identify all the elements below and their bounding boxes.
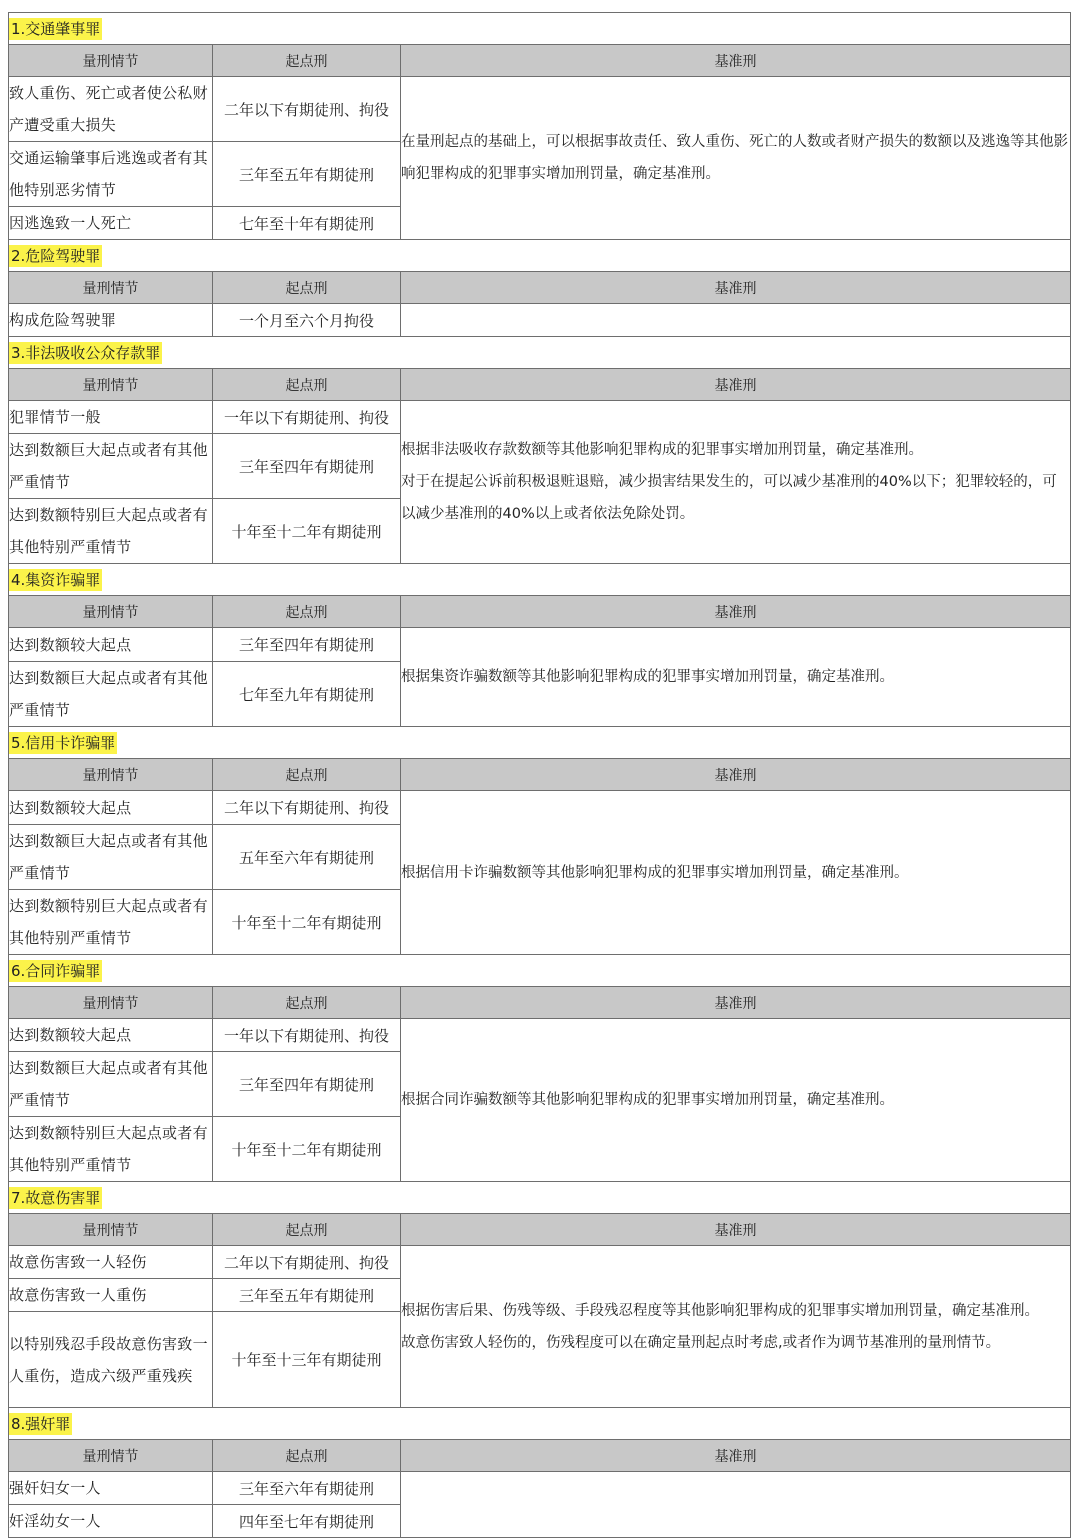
start-penalty-cell: 一个月至六个月拘役 <box>213 304 401 337</box>
circumstance-cell: 达到数额较大起点 <box>9 628 213 662</box>
start-penalty-cell: 三年至六年有期徒刑 <box>213 1472 401 1505</box>
header-base-penalty: 基准刑 <box>401 596 1071 628</box>
section-title: 5.信用卡诈骗罪 <box>11 734 116 752</box>
circumstance-cell: 致人重伤、死亡或者使公私财产遭受重大损失 <box>9 77 213 142</box>
header-start-penalty: 起点刑 <box>213 987 401 1019</box>
start-penalty-cell: 七年至十年有期徒刑 <box>213 207 401 240</box>
header-start-penalty: 起点刑 <box>213 596 401 628</box>
section-title-cell <box>9 1408 1071 1440</box>
header-row <box>9 759 1071 791</box>
header-row <box>9 596 1071 628</box>
header-circumstance: 量刑情节 <box>9 1214 213 1246</box>
section-title-row <box>9 1408 1071 1440</box>
header-circumstance: 量刑情节 <box>9 1440 213 1472</box>
base-penalty-cell <box>401 1246 1071 1408</box>
circumstance-cell: 交通运输肇事后逃逸或者有其他特别恶劣情节 <box>9 142 213 207</box>
circumstance-cell: 达到数额巨大起点或者有其他严重情节 <box>9 434 213 499</box>
sentencing-table-document <box>8 12 1070 1538</box>
header-circumstance: 量刑情节 <box>9 987 213 1019</box>
base-penalty-text: 根据集资诈骗数额等其他影响犯罪构成的犯罪事实增加刑罚量，确定基准刑。 <box>401 669 894 685</box>
circumstance-cell: 达到数额特别巨大起点或者有其他特别严重情节 <box>9 499 213 564</box>
start-penalty-cell: 七年至九年有期徒刑 <box>213 662 401 727</box>
section-title-cell <box>9 13 1071 45</box>
header-start-penalty: 起点刑 <box>213 272 401 304</box>
table-row <box>9 791 1071 825</box>
section-title: 4.集资诈骗罪 <box>11 571 101 589</box>
circumstance-cell: 故意伤害致一人重伤 <box>9 1279 213 1312</box>
table-row <box>9 304 1071 337</box>
section-title-row <box>9 13 1071 45</box>
section-title: 2.危险驾驶罪 <box>11 247 101 265</box>
header-row <box>9 272 1071 304</box>
section-title-row <box>9 955 1071 987</box>
header-base-penalty: 基准刑 <box>401 759 1071 791</box>
circumstance-cell: 构成危险驾驶罪 <box>9 304 213 337</box>
section-title: 1.交通肇事罪 <box>11 20 101 38</box>
section-title-row <box>9 1182 1071 1214</box>
circumstance-cell: 达到数额较大起点 <box>9 791 213 825</box>
sentencing-table <box>8 12 1071 1538</box>
start-penalty-cell: 一年以下有期徒刑、拘役 <box>213 401 401 434</box>
circumstance-cell: 强奸妇女一人 <box>9 1472 213 1505</box>
base-penalty-cell <box>401 628 1071 727</box>
start-penalty-cell: 三年至四年有期徒刑 <box>213 628 401 662</box>
start-penalty-cell: 二年以下有期徒刑、拘役 <box>213 791 401 825</box>
start-penalty-cell: 一年以下有期徒刑、拘役 <box>213 1019 401 1052</box>
base-penalty-text: 根据信用卡诈骗数额等其他影响犯罪构成的犯罪事实增加刑罚量，确定基准刑。 <box>401 864 909 881</box>
circumstance-cell: 以特别残忍手段故意伤害致一人重伤，造成六级严重残疾 <box>9 1312 213 1408</box>
circumstance-cell: 达到数额特别巨大起点或者有其他特别严重情节 <box>9 890 213 955</box>
circumstance-cell: 达到数额巨大起点或者有其他严重情节 <box>9 825 213 890</box>
start-penalty-cell: 三年至五年有期徒刑 <box>213 142 401 207</box>
header-row <box>9 1440 1071 1472</box>
base-penalty-cell <box>401 791 1071 955</box>
header-start-penalty: 起点刑 <box>213 369 401 401</box>
start-penalty-cell: 三年至五年有期徒刑 <box>213 1279 401 1312</box>
header-row <box>9 1214 1071 1246</box>
base-penalty-cell <box>401 1019 1071 1182</box>
base-penalty-cell <box>401 77 1071 240</box>
base-penalty-cell <box>401 401 1071 564</box>
section-title-cell <box>9 337 1071 369</box>
base-penalty-text: 根据伤害后果、伤残等级、手段残忍程度等其他影响犯罪构成的犯罪事实增加刑罚量，确定基准刑。 <box>401 1302 1039 1319</box>
section-title-row <box>9 240 1071 272</box>
start-penalty-cell: 二年以下有期徒刑、拘役 <box>213 77 401 142</box>
start-penalty-cell: 四年至七年有期徒刑 <box>213 1505 401 1538</box>
header-base-penalty: 基准刑 <box>401 369 1071 401</box>
start-penalty-cell: 十年至十二年有期徒刑 <box>213 499 401 564</box>
section-title-cell <box>9 240 1071 272</box>
circumstance-cell: 达到数额较大起点 <box>9 1019 213 1052</box>
section-title-row <box>9 337 1071 369</box>
header-start-penalty: 起点刑 <box>213 759 401 791</box>
header-row <box>9 45 1071 77</box>
start-penalty-cell: 五年至六年有期徒刑 <box>213 825 401 890</box>
start-penalty-cell: 三年至四年有期徒刑 <box>213 1052 401 1117</box>
header-base-penalty: 基准刑 <box>401 1440 1071 1472</box>
header-start-penalty: 起点刑 <box>213 1214 401 1246</box>
table-row <box>9 1019 1071 1052</box>
header-start-penalty: 起点刑 <box>213 45 401 77</box>
header-row <box>9 987 1071 1019</box>
table-row <box>9 401 1071 434</box>
table-row <box>9 1472 1071 1505</box>
start-penalty-cell: 三年至四年有期徒刑 <box>213 434 401 499</box>
header-circumstance: 量刑情节 <box>9 369 213 401</box>
table-row <box>9 77 1071 142</box>
section-title-cell <box>9 955 1071 987</box>
section-title: 6.合同诈骗罪 <box>11 962 101 980</box>
header-base-penalty: 基准刑 <box>401 987 1071 1019</box>
base-penalty-text: 在量刑起点的基础上，可以根据事故责任、致人重伤、死亡的人数或者财产损失的数额以及逃逸等其他影响犯罪构成的犯罪事实增加刑罚量，确定基准刑。 <box>401 134 1068 182</box>
table-row <box>9 628 1071 662</box>
table-row <box>9 1246 1071 1279</box>
base-penalty-text: 根据合同诈骗数额等其他影响犯罪构成的犯罪事实增加刑罚量，确定基准刑。 <box>401 1092 894 1108</box>
section-title-row <box>9 727 1071 759</box>
header-row <box>9 369 1071 401</box>
base-penalty-text: 根据非法吸收存款数额等其他影响犯罪构成的犯罪事实增加刑罚量，确定基准刑。 <box>401 442 923 458</box>
section-title-cell <box>9 1182 1071 1214</box>
base-penalty-cell <box>401 1472 1071 1538</box>
section-title-cell <box>9 727 1071 759</box>
header-circumstance: 量刑情节 <box>9 45 213 77</box>
circumstance-cell: 达到数额巨大起点或者有其他严重情节 <box>9 1052 213 1117</box>
header-circumstance: 量刑情节 <box>9 596 213 628</box>
circumstance-cell: 故意伤害致一人轻伤 <box>9 1246 213 1279</box>
start-penalty-cell: 十年至十三年有期徒刑 <box>213 1312 401 1408</box>
header-start-penalty: 起点刑 <box>213 1440 401 1472</box>
header-circumstance: 量刑情节 <box>9 759 213 791</box>
section-title-row <box>9 564 1071 596</box>
section-title: 3.非法吸收公众存款罪 <box>11 344 161 362</box>
section-title: 8.强奸罪 <box>11 1415 71 1433</box>
circumstance-cell: 达到数额巨大起点或者有其他严重情节 <box>9 662 213 727</box>
start-penalty-cell: 十年至十二年有期徒刑 <box>213 1117 401 1182</box>
header-base-penalty: 基准刑 <box>401 1214 1071 1246</box>
base-penalty-cell <box>401 304 1071 337</box>
header-circumstance: 量刑情节 <box>9 272 213 304</box>
section-title-cell <box>9 564 1071 596</box>
section-title: 7.故意伤害罪 <box>11 1189 101 1207</box>
circumstance-cell: 犯罪情节一般 <box>9 401 213 434</box>
base-penalty-text: 对于在提起公诉前积极退赃退赔，减少损害结果发生的，可以减少基准刑的40%以下；犯罪较轻的，可以减少基准刑的40%以上或者依法免除处罚。 <box>401 474 1057 522</box>
circumstance-cell: 达到数额特别巨大起点或者有其他特别严重情节 <box>9 1117 213 1182</box>
base-penalty-text: 故意伤害致人轻伤的，伤残程度可以在确定量刑起点时考虑,或者作为调节基准刑的量刑情节。 <box>401 1334 1001 1351</box>
header-base-penalty: 基准刑 <box>401 45 1071 77</box>
circumstance-cell: 因逃逸致一人死亡 <box>9 207 213 240</box>
header-base-penalty: 基准刑 <box>401 272 1071 304</box>
circumstance-cell: 奸淫幼女一人 <box>9 1505 213 1538</box>
start-penalty-cell: 十年至十二年有期徒刑 <box>213 890 401 955</box>
start-penalty-cell: 二年以下有期徒刑、拘役 <box>213 1246 401 1279</box>
